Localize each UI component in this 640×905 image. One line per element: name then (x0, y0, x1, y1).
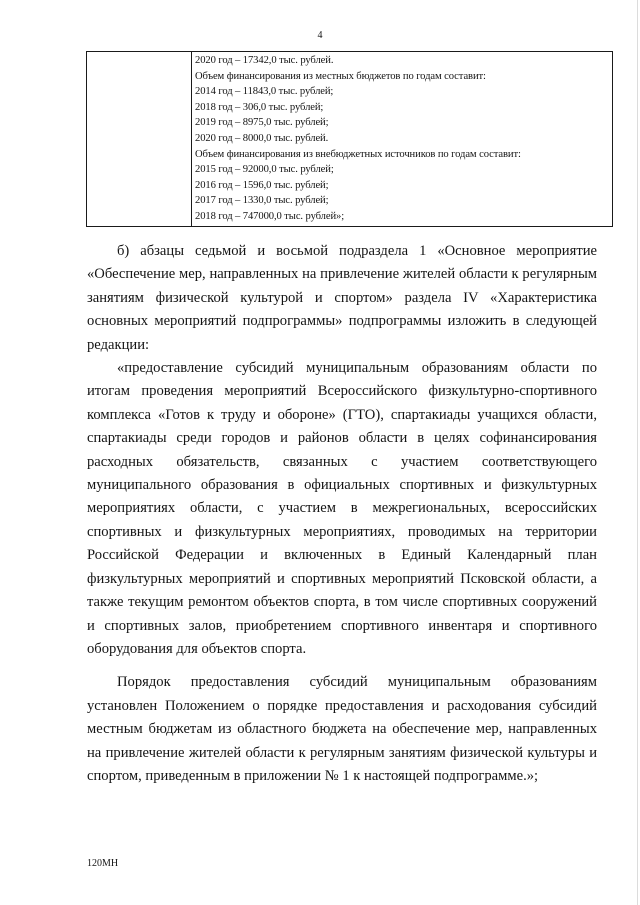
subsidy-paragraph: «предоставление субсидий муниципальным образованиям области по итогам проведения мероприятий Всероссийского физкультурно-спортивного комплекса «Готов к труду и обороне» (ГТО), спартакиады учащихся области, спартакиады среди городов и районов области в целях софинансирования расходных обязательств, связанных с участием соответствующего муниципального образования в официальных спортивных и физкультурных мероприятиях области, с участием в межрегиональных, всероссийских спортивных и физкультурных мероприятиях, проводимых на территории Российской Федерации и включенных в Единый Календарный план физкультурных мероприятий и спортивных мероприятий Псковской области, а также текущим ремонтом объектов спорта, в том числе спортивных сооружений и спортивных залов, приобретением спортивного инвентаря и спортивного оборудования для объектов спорта. (87, 360, 597, 657)
financing-heading-local: Объем финансирования из местных бюджетов по годам составит: (195, 70, 486, 82)
financing-line: 2014 год – 11843,0 тыс. рублей; (195, 86, 334, 98)
financing-line: 2018 год – 306,0 тыс. рублей; (195, 101, 324, 113)
amendment-paragraph: б) абзацы седьмой и восьмой подраздела 1 «Основное мероприятие «Обеспечение мер, направленных на привлечение жителей области к регулярным занятиям физической культурой и спортом» раздела IV «Характеристика основных мероприятий подпрограммы» подпрограммы изложить в следующей редакции: (87, 243, 597, 353)
financing-heading-offbudget: Объем финансирования из внебюджетных источников по годам составит: (195, 148, 521, 160)
financing-line: 2020 год – 17342,0 тыс. рублей. (195, 55, 334, 66)
financing-line: 2018 год – 747000,0 тыс. рублей»; (195, 210, 345, 222)
financing-table (86, 51, 613, 227)
table-label-cell (87, 52, 192, 227)
document-code: 120МН (87, 858, 119, 869)
financing-line: 2016 год – 1596,0 тыс. рублей; (195, 179, 329, 191)
financing-line: 2015 год – 92000,0 тыс. рублей; (195, 164, 334, 176)
page-number: 4 (317, 30, 323, 41)
financing-line: 2017 год – 1330,0 тыс. рублей; (195, 195, 329, 207)
procedure-paragraph: Порядок предоставления субсидий муниципальным образованиям установлен Положением о порядке предоставления и расходования субсидий местным бюджетам из областного бюджета на обеспечение мер, направленных на привлечение жителей области к регулярным занятиям физической культуры и спортом, приведенным в приложении № 1 к настоящей подпрограмме.»; (87, 674, 597, 784)
financing-details-cell (192, 52, 613, 227)
table-row (87, 52, 613, 227)
scan-edge (637, 0, 638, 905)
document-body (87, 240, 597, 788)
financing-line: 2020 год – 8000,0 тыс. рублей. (195, 132, 329, 144)
financing-line: 2019 год – 8975,0 тыс. рублей; (195, 117, 329, 129)
